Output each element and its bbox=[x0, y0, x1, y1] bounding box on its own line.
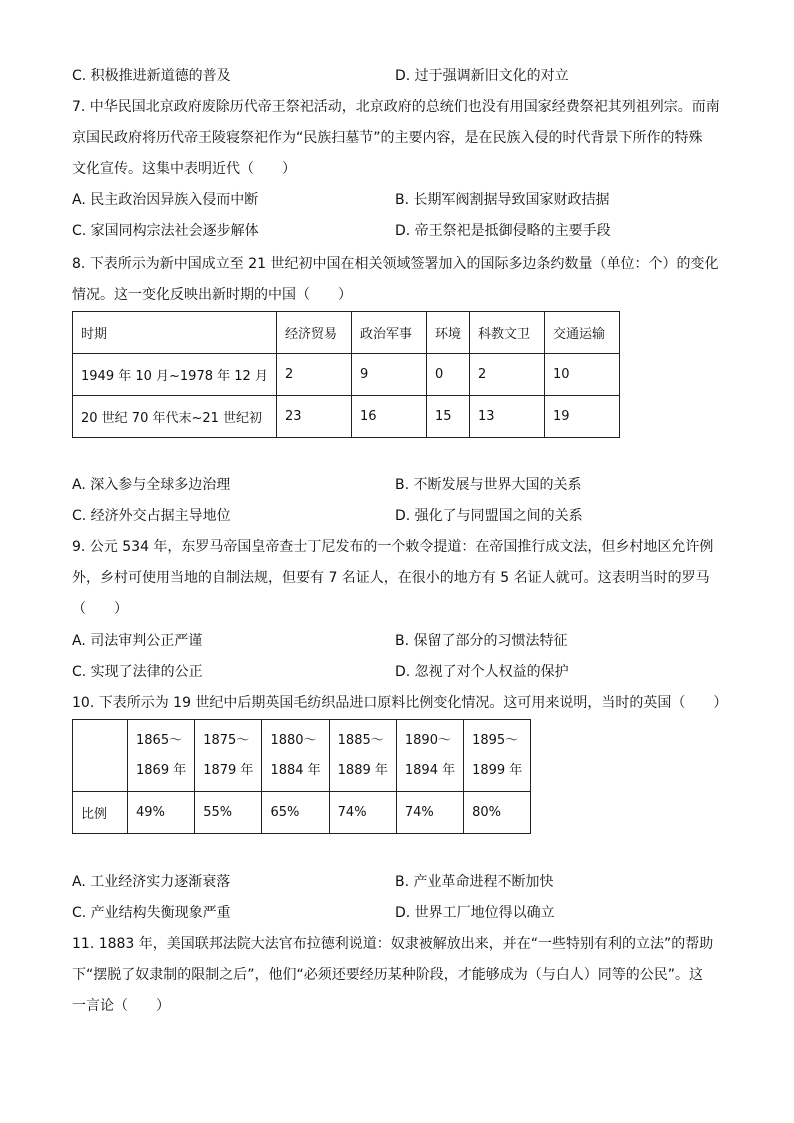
q10-option-a: A. 工业经济实力逐渐衰落 bbox=[72, 874, 231, 890]
q7-options-row-1 bbox=[72, 190, 722, 210]
table-cell: 20 世纪 70 年代末~21 世纪初 bbox=[73, 396, 277, 438]
q8-options-row-1 bbox=[72, 475, 722, 495]
q10-table bbox=[72, 719, 531, 834]
q10-options-row-2 bbox=[72, 903, 722, 923]
table-row bbox=[73, 396, 620, 438]
q9-stem-line-2: 外，乡村可使用当地的自制法规，但要有 7 名证人，在很小的地方有 5 名证人就可。这表明当时的罗马 bbox=[72, 570, 710, 586]
table-cell: 0 bbox=[426, 354, 469, 396]
table-row bbox=[73, 792, 531, 834]
q8-option-b: B. 不断发展与世界大国的关系 bbox=[395, 477, 582, 493]
q6-options-row-2 bbox=[72, 66, 722, 86]
q7-stem-line-3: 文化宣传。这集中表明近代（ ） bbox=[72, 161, 296, 177]
q9-option-c: C. 实现了法律的公正 bbox=[72, 664, 203, 680]
q9-options-row-1 bbox=[72, 631, 722, 651]
q8-option-a: A. 深入参与全球多边治理 bbox=[72, 477, 231, 493]
q8-option-c: C. 经济外交占据主导地位 bbox=[72, 508, 231, 524]
table-row bbox=[73, 354, 620, 396]
q8-option-d: D. 强化了与同盟国之间的关系 bbox=[395, 508, 583, 524]
q11-stem-line-2: 下“摆脱了奴隶制的限制之后”，他们“必须还要经历某种阶段，才能够成为（与白人）同等的公民”。这 bbox=[72, 967, 704, 983]
q7-option-a: A. 民主政治因异族入侵而中断 bbox=[72, 192, 259, 208]
q11-stem-line-1: 11. 1883 年，美国联邦法院大法官布拉德利说道：奴隶被解放出来，并在“一些特别有利的立法”的帮助 bbox=[72, 936, 714, 952]
q9-option-a: A. 司法审判公正严谨 bbox=[72, 633, 203, 649]
table-header-cell: 1890～ 1894 年 bbox=[396, 720, 463, 792]
q11-stem-line-3: 一言论（ ） bbox=[72, 998, 170, 1014]
table-header-cell: 1885～ 1889 年 bbox=[329, 720, 396, 792]
table-cell: 55% bbox=[195, 792, 262, 834]
table-cell: 74% bbox=[396, 792, 463, 834]
q8-table bbox=[72, 311, 620, 438]
table-header-cell: 科教文卫 bbox=[469, 312, 544, 354]
table-header-cell: 时期 bbox=[73, 312, 277, 354]
q9-option-d: D. 忽视了对个人权益的保护 bbox=[395, 664, 569, 680]
q10-option-d: D. 世界工厂地位得以确立 bbox=[395, 905, 555, 921]
table-cell: 2 bbox=[276, 354, 351, 396]
q7-options-row-2 bbox=[72, 221, 722, 241]
q9-options-row-2 bbox=[72, 662, 722, 682]
table-cell: 15 bbox=[426, 396, 469, 438]
table-header-cell: 环境 bbox=[426, 312, 469, 354]
q8-stem-line-1: 8. 下表所示为新中国成立至 21 世纪初中国在相关领域签署加入的国际多边条约数量（单位：个）的变化 bbox=[72, 256, 719, 272]
table-cell: 9 bbox=[351, 354, 426, 396]
q8-stem-line-2: 情况。这一变化反映出新时期的中国（ ） bbox=[72, 287, 352, 303]
table-row-label: 比例 bbox=[73, 792, 128, 834]
table-cell: 23 bbox=[276, 396, 351, 438]
table-cell: 65% bbox=[262, 792, 329, 834]
table-cell: 49% bbox=[128, 792, 195, 834]
table-cell: 19 bbox=[544, 396, 619, 438]
q7-option-b: B. 长期军阀割据导致国家财政拮据 bbox=[395, 192, 610, 208]
table-header-row bbox=[73, 312, 620, 354]
table-cell: 80% bbox=[464, 792, 531, 834]
table-header-cell: 1895～ 1899 年 bbox=[464, 720, 531, 792]
q7-option-d: D. 帝王祭祀是抵御侵略的主要手段 bbox=[395, 223, 611, 239]
table-cell: 2 bbox=[469, 354, 544, 396]
table-cell: 10 bbox=[544, 354, 619, 396]
table-header-cell: 政治军事 bbox=[351, 312, 426, 354]
table-header-cell: 1865～ 1869 年 bbox=[128, 720, 195, 792]
table-header-cell: 1875～ 1879 年 bbox=[195, 720, 262, 792]
q6-option-c: C. 积极推进新道德的普及 bbox=[72, 68, 231, 84]
table-header-cell: 交通运输 bbox=[544, 312, 619, 354]
q9-stem-line-1: 9. 公元 534 年，东罗马帝国皇帝查士丁尼发布的一个敕令提道：在帝国推行成文法，但乡村地区允许例 bbox=[72, 539, 714, 555]
table-header-cell: 经济贸易 bbox=[276, 312, 351, 354]
q9-stem-line-3: （ ） bbox=[72, 601, 128, 617]
q10-stem-line-1: 10. 下表所示为 19 世纪中后期英国毛纺织品进口原料比例变化情况。这可用来说明，当时的英国（ ） bbox=[72, 695, 728, 711]
q6-option-d: D. 过于强调新旧文化的对立 bbox=[395, 68, 569, 84]
q10-options-row-1 bbox=[72, 872, 722, 892]
table-header-cell: 1880～ 1884 年 bbox=[262, 720, 329, 792]
q10-option-b: B. 产业革命进程不断加快 bbox=[395, 874, 554, 890]
q7-option-c: C. 家国同构宗法社会逐步解体 bbox=[72, 223, 259, 239]
q7-stem-line-2: 京国民政府将历代帝王陵寝祭祀作为“民族扫墓节”的主要内容，是在民族入侵的时代背景下所作的特殊 bbox=[72, 130, 703, 146]
table-cell: 13 bbox=[469, 396, 544, 438]
table-cell: 16 bbox=[351, 396, 426, 438]
table-header-cell-empty bbox=[73, 720, 128, 792]
q8-options-row-2 bbox=[72, 506, 722, 526]
table-header-row bbox=[73, 720, 531, 792]
q7-stem-line-1: 7. 中华民国北京政府废除历代帝王祭祀活动，北京政府的总统们也没有用国家经费祭祀其列祖列宗。而南 bbox=[72, 99, 720, 115]
q10-option-c: C. 产业结构失衡现象严重 bbox=[72, 905, 231, 921]
table-cell: 1949 年 10 月~1978 年 12 月 bbox=[73, 354, 277, 396]
q9-option-b: B. 保留了部分的习惯法特征 bbox=[395, 633, 568, 649]
table-cell: 74% bbox=[329, 792, 396, 834]
